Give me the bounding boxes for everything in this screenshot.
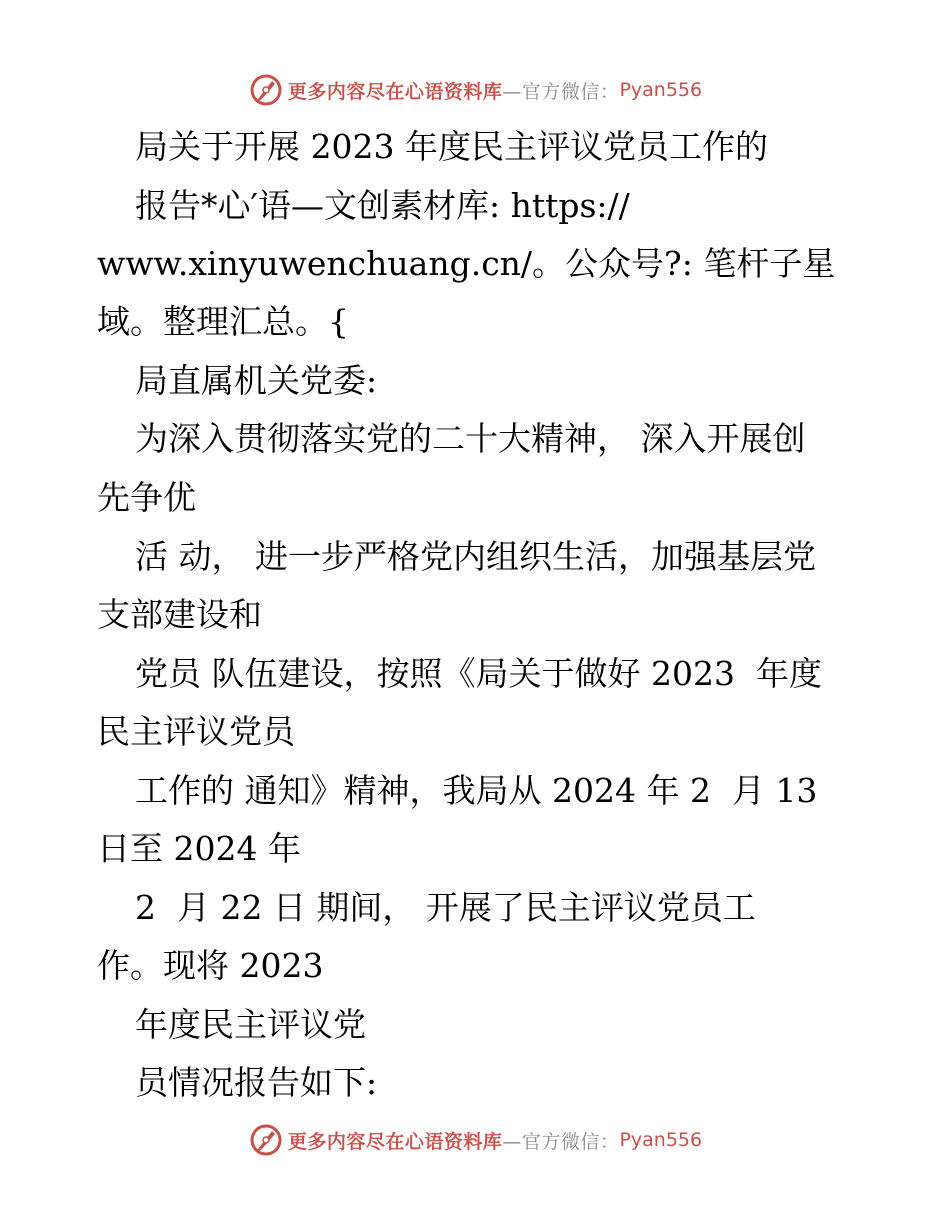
document-line: 民主评议党员 — [97, 712, 295, 751]
document-line: 作。现将 2023 — [97, 946, 324, 985]
watermark-main-text: 更多内容尽在心语资料库 — [287, 1130, 503, 1153]
quill-pen-circle-icon — [248, 1122, 284, 1158]
watermark-wechat-id: Pyan556 — [619, 1129, 703, 1151]
document-line: 为深入贯彻落实党的二十大精神， 深入开展创 — [135, 419, 806, 458]
document-line: 域。整理汇总。{ — [97, 302, 349, 341]
document-line: 活 动， 进一步严格党内组织生活，加强基层党 — [135, 537, 816, 576]
document-line: 党员 队伍建设，按照《局关于做好 2023 年度 — [135, 654, 822, 693]
document-line: 日至 2024 年 — [97, 829, 301, 868]
document-line: www.xinyuwenchuang.cn/。公众号?: 笔杆子星 — [97, 244, 836, 283]
document-line: 2 月 22 日 期间， 开展了民主评议党员工 — [135, 888, 756, 927]
watermark-sub-text: —官方微信： — [502, 80, 620, 103]
document-line: 报告*心′语—文创素材库: https:// — [135, 186, 630, 225]
footer-watermark — [0, 1120, 950, 1160]
watermark-main-text: 更多内容尽在心语资料库 — [287, 80, 503, 103]
document-line: 工作的 通知》精神，我局从 2024 年 2 月 13 — [135, 771, 818, 810]
document-line: 年度民主评议党 — [135, 1005, 366, 1044]
document-line: 局关于开展 2023 年度民主评议党员工作的 — [135, 127, 768, 166]
watermark-wechat-id: Pyan556 — [619, 79, 703, 101]
document-line: 局直属机关党委: — [135, 361, 378, 400]
document-line: 先争优 — [97, 478, 196, 517]
document-line: 支部建设和 — [97, 595, 262, 634]
watermark-sub-text: —官方微信： — [502, 1130, 620, 1153]
document-line: 员情况报告如下: — [135, 1063, 378, 1102]
